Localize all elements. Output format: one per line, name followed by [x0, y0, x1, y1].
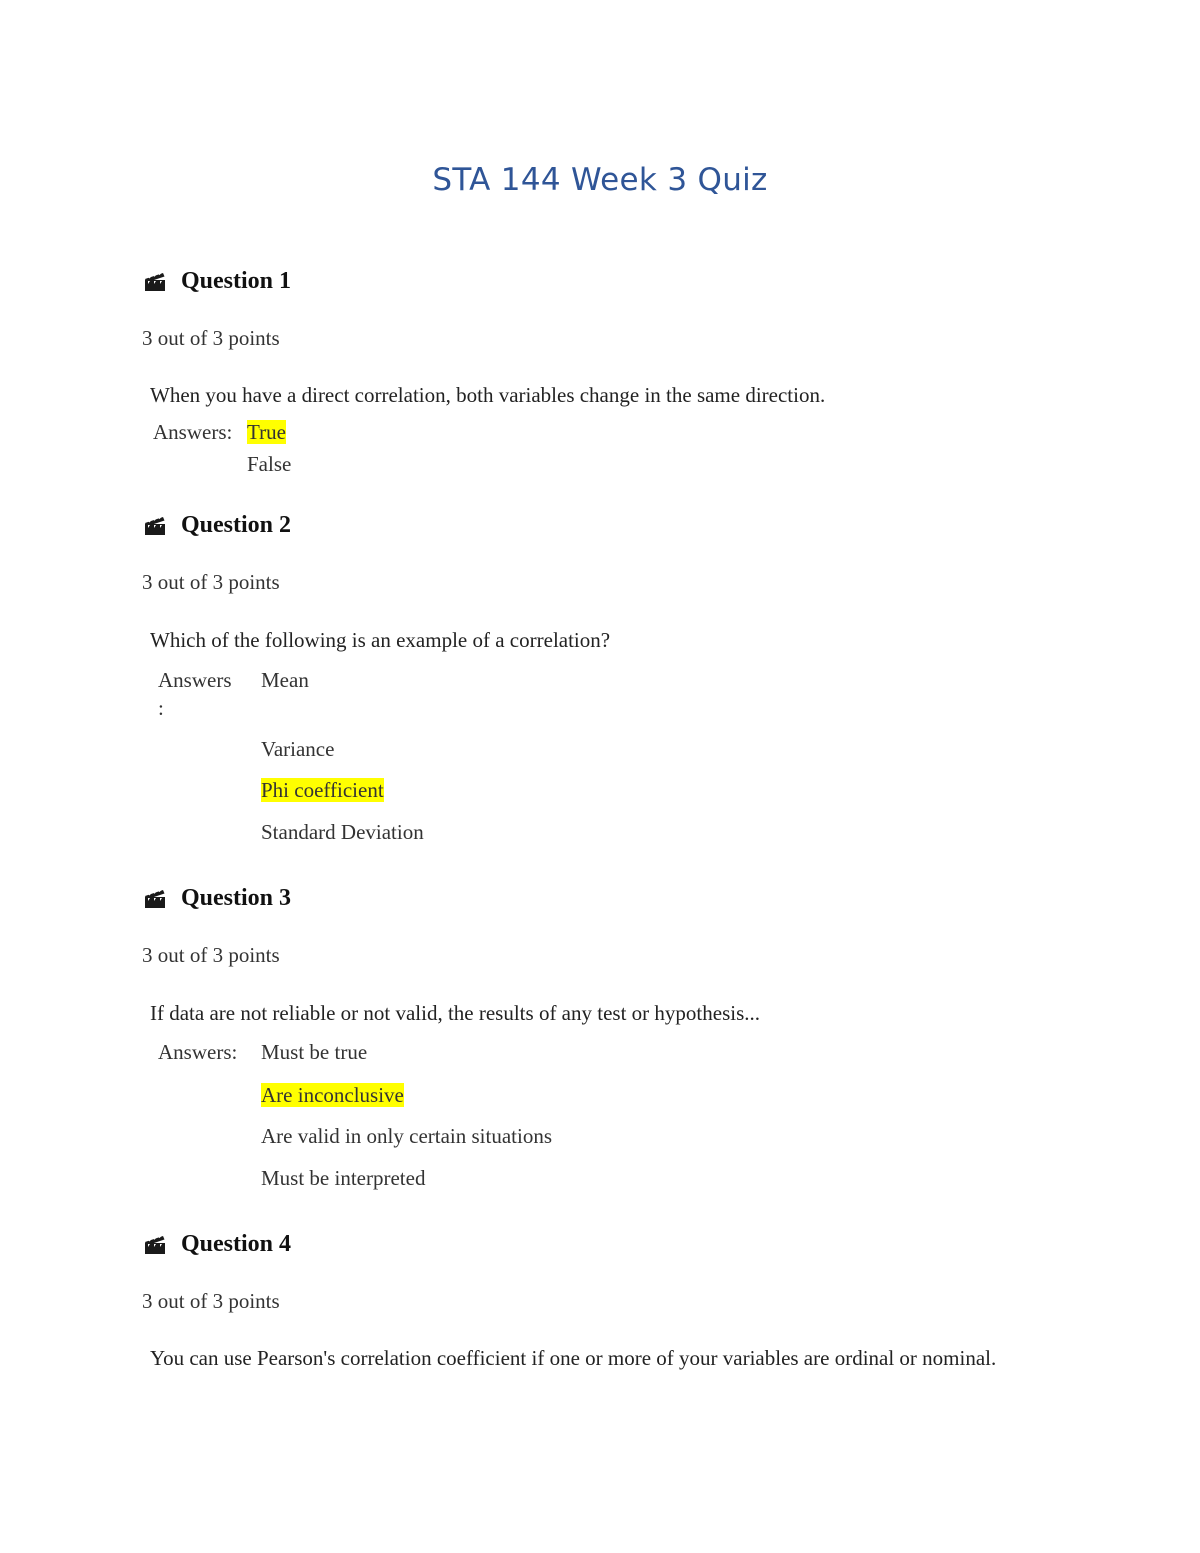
question-3-heading — [144, 885, 291, 912]
clapperboard-icon — [144, 1235, 166, 1255]
page-title: STA 144 Week 3 Quiz — [432, 162, 768, 198]
question-2-answer-4: Standard Deviation — [261, 820, 424, 844]
question-2-answer-3 — [261, 778, 384, 803]
question-3-text: If data are not reliable or not valid, the results of any test or hypothesis... — [150, 1001, 760, 1025]
answer-highlight: Are inconclusive — [261, 1083, 404, 1107]
question-1-answer-1 — [247, 420, 286, 445]
question-2-label: Question 2 — [181, 512, 292, 538]
question-1-text: When you have a direct correlation, both variables change in the same direction. — [150, 383, 826, 407]
clapperboard-icon — [144, 272, 166, 292]
question-1-heading — [144, 268, 291, 295]
question-3-answer-4: Must be interpreted — [261, 1166, 426, 1190]
question-1-label: Question 1 — [181, 268, 292, 294]
question-4-points: 3 out of 3 points — [142, 1289, 280, 1313]
question-3-answer-2 — [261, 1083, 404, 1108]
question-3-label: Question 3 — [181, 885, 292, 911]
clapperboard-icon — [144, 889, 166, 909]
answer-highlight: True — [247, 420, 286, 444]
question-4-text: You can use Pearson's correlation coefficient if one or more of your variables are ordinal or nominal. — [150, 1346, 997, 1370]
question-2-points: 3 out of 3 points — [142, 570, 280, 594]
question-2-heading — [144, 512, 291, 539]
question-1-answer-2: False — [247, 452, 292, 476]
question-3-points: 3 out of 3 points — [142, 943, 280, 967]
question-1-points: 3 out of 3 points — [142, 326, 280, 350]
question-3-answers-label: Answers: — [158, 1040, 238, 1064]
question-2-answers-label-colon: : — [158, 696, 164, 720]
question-4-heading — [144, 1231, 291, 1258]
question-2-answers-label: Answers — [158, 668, 232, 692]
question-3-answer-3: Are valid in only certain situations — [261, 1124, 553, 1148]
question-3-answer-1: Must be true — [261, 1040, 368, 1064]
question-4-label: Question 4 — [181, 1231, 292, 1257]
question-2-answer-2: Variance — [261, 737, 335, 761]
question-2-text: Which of the following is an example of a correlation? — [150, 628, 611, 652]
question-1-answers-label: Answers: — [153, 420, 233, 444]
question-2-answer-1: Mean — [261, 668, 309, 692]
clapperboard-icon — [144, 516, 166, 536]
answer-highlight: Phi coefficient — [261, 778, 384, 802]
